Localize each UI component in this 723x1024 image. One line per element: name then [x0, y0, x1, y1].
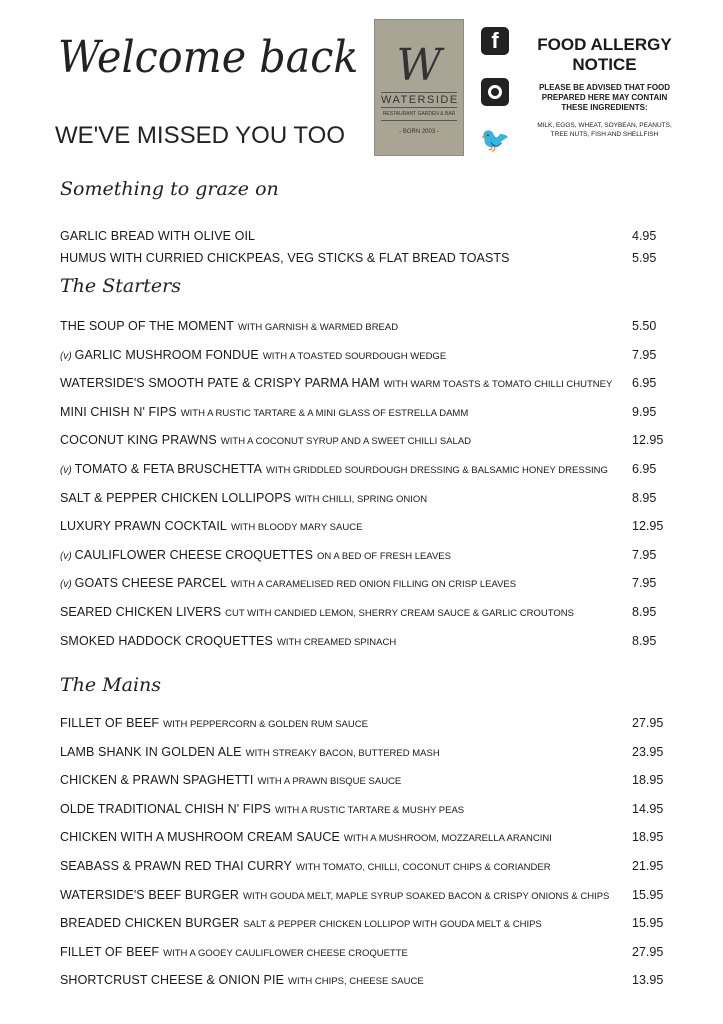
welcome-heading: Welcome back	[58, 32, 359, 83]
menu-item	[60, 490, 670, 519]
menu-item	[60, 801, 670, 830]
item-price: 23.95	[632, 744, 664, 759]
menu-item	[60, 944, 670, 973]
instagram-icon[interactable]	[481, 78, 509, 106]
item-name: GOATS CHEESE PARCEL	[74, 576, 227, 591]
item-description: CUT WITH CANDIED LEMON, SHERRY CREAM SAUCE & GARLIC CROUTONS	[225, 607, 574, 619]
item-price: 14.95	[632, 801, 664, 816]
item-price: 8.95	[632, 633, 657, 648]
item-name: FILLET OF BEEF	[60, 944, 160, 959]
item-name: LAMB SHANK IN GOLDEN ALE	[60, 744, 242, 759]
item-name: WATERSIDE'S SMOOTH PATE & CRISPY PARMA HAM	[60, 376, 380, 391]
item-name: BREADED CHICKEN BURGER	[60, 916, 240, 931]
item-text	[60, 858, 551, 876]
item-name: SEARED CHICKEN LIVERS	[60, 604, 222, 619]
graze-list	[60, 228, 670, 272]
logo-name: WATERSIDE	[381, 94, 459, 106]
item-description: WITH A COCONUT SYRUP AND A SWEET CHILLI SALAD	[220, 436, 472, 448]
item-name: SALT & PEPPER CHICKEN LOLLIPOPS	[60, 490, 292, 505]
item-name: CHICKEN WITH A MUSHROOM CREAM SAUCE	[60, 830, 340, 845]
item-description: WITH A TOASTED SOURDOUGH WEDGE	[262, 350, 447, 362]
item-price: 15.95	[632, 887, 664, 902]
item-name: SHORTCRUST CHEESE & ONION PIE	[60, 973, 285, 988]
item-text	[60, 404, 468, 422]
item-description: WITH A RUSTIC TARTARE & MUSHY PEAS	[274, 804, 465, 816]
item-name: CAULIFLOWER CHEESE CROQUETTES	[74, 547, 314, 562]
item-price: 27.95	[632, 944, 664, 959]
item-name: LUXURY PRAWN COCKTAIL	[60, 519, 227, 534]
item-text	[60, 801, 464, 819]
menu-item	[60, 228, 670, 250]
item-text	[60, 375, 612, 393]
item-price: 6.95	[632, 461, 657, 476]
menu-item	[60, 915, 670, 944]
item-text	[60, 972, 424, 990]
subheading: WE'VE MISSED YOU TOO	[55, 122, 345, 149]
item-name: GARLIC BREAD WITH OLIVE OIL	[60, 229, 256, 243]
menu-item	[60, 432, 670, 461]
item-text	[60, 518, 362, 536]
item-name: OLDE TRADITIONAL CHISH N' FIPS	[60, 801, 271, 816]
item-description: WITH A RUSTIC TARTARE & A MINI GLASS OF ESTRELLA DAMM	[180, 407, 469, 419]
item-price: 18.95	[632, 830, 664, 845]
item-price: 21.95	[632, 858, 664, 873]
item-text	[60, 944, 408, 962]
item-price: 27.95	[632, 716, 664, 730]
menu-item	[60, 604, 670, 633]
item-name: SMOKED HADDOCK CROQUETTES	[60, 633, 273, 648]
item-text	[60, 829, 552, 847]
item-description: WITH CHIPS, CHEESE SAUCE	[288, 976, 424, 988]
item-text	[60, 744, 440, 762]
item-text	[60, 250, 510, 266]
item-description: WITH BLOODY MARY SAUCE	[230, 522, 363, 534]
item-description: SALT & PEPPER CHICKEN LOLLIPOP WITH GOUDA MELT & CHIPS	[243, 919, 542, 931]
menu-item	[60, 375, 670, 404]
vegetarian-marker: (v)	[60, 350, 72, 362]
item-description: ON A BED OF FRESH LEAVES	[317, 550, 451, 562]
item-description: WITH A GOOEY CAULIFLOWER CHEESE CROQUETTE	[163, 947, 408, 959]
logo-letter: W	[396, 40, 442, 91]
item-text	[60, 887, 609, 905]
item-name: FILLET OF BEEF	[60, 716, 160, 730]
facebook-icon[interactable]: f	[481, 27, 509, 55]
item-description: WITH A MUSHROOM, MOZZARELLA ARANCINI	[343, 833, 552, 845]
item-price: 9.95	[632, 404, 657, 419]
item-name: GARLIC MUSHROOM FONDUE	[74, 347, 259, 362]
menu-item	[60, 250, 670, 272]
mains-list	[60, 715, 670, 1001]
item-text	[60, 715, 368, 733]
menu-item	[60, 744, 670, 773]
item-name: TOMATO & FETA BRUSCHETTA	[74, 461, 263, 476]
menu-item	[60, 858, 670, 887]
item-text	[60, 228, 255, 244]
item-text	[60, 633, 396, 651]
item-price: 7.95	[632, 347, 657, 362]
menu-item	[60, 575, 670, 604]
item-text	[60, 490, 427, 508]
item-price: 7.95	[632, 547, 657, 562]
item-text	[60, 604, 574, 622]
menu-item	[60, 829, 670, 858]
item-name: WATERSIDE'S BEEF BURGER	[60, 887, 240, 902]
item-description: WITH TOMATO, CHILLI, COCONUT CHIPS & CORIANDER	[296, 861, 551, 873]
menu-item	[60, 518, 670, 547]
item-price: 13.95	[632, 973, 664, 988]
section-heading-starters: The Starters	[60, 275, 181, 297]
menu-item	[60, 715, 670, 744]
item-text	[60, 575, 516, 593]
menu-item	[60, 347, 670, 376]
item-name: HUMUS WITH CURRIED CHICKPEAS, VEG STICKS & FLAT BREAD TOASTS	[60, 251, 510, 265]
item-description: WITH CHILLI, SPRING ONION	[295, 493, 428, 505]
item-description: WITH PEPPERCORN & GOLDEN RUM SAUCE	[163, 719, 368, 730]
menu-item	[60, 887, 670, 916]
logo-born: - BORN 2003 -	[399, 129, 439, 135]
item-description: WITH WARM TOASTS & TOMATO CHILLI CHUTNEY	[383, 379, 613, 391]
allergy-advice: PLEASE BE ADVISED THAT FOOD PREPARED HERE MAY CONTAIN THESE INGREDIENTS:	[538, 83, 671, 112]
item-price: 12.95	[632, 519, 664, 534]
vegetarian-marker: (v)	[60, 550, 72, 562]
menu-item	[60, 461, 670, 490]
twitter-icon[interactable]: 🐦	[480, 126, 510, 154]
item-text	[60, 318, 398, 336]
item-text	[60, 547, 451, 565]
item-price: 5.50	[632, 319, 657, 333]
section-heading-graze: Something to graze on	[60, 178, 279, 200]
menu-item	[60, 633, 670, 662]
item-price: 15.95	[632, 916, 664, 931]
allergy-ingredients: MILK, EGGS, WHEAT, SOYBEAN, PEANUTS, TREE NUTS, FISH AND SHELLFISH	[537, 122, 672, 138]
item-text	[60, 461, 608, 479]
logo-subtitle: RESTAURANT GARDEN & BAR	[381, 111, 457, 121]
vegetarian-marker: (v)	[60, 464, 72, 476]
restaurant-logo	[374, 19, 464, 156]
item-price: 12.95	[632, 433, 664, 448]
item-price: 7.95	[632, 576, 657, 591]
allergy-notice	[531, 27, 678, 155]
item-description: WITH CREAMED SPINACH	[276, 636, 397, 648]
item-price: 18.95	[632, 773, 664, 788]
section-heading-mains: The Mains	[60, 674, 162, 696]
menu-item	[60, 318, 670, 347]
item-description: WITH A CARAMELISED RED ONION FILLING ON CRISP LEAVES	[230, 579, 517, 591]
menu-item	[60, 404, 670, 433]
item-description: WITH GOUDA MELT, MAPLE SYRUP SOAKED BACON & CRISPY ONIONS & CHIPS	[243, 890, 610, 902]
item-name: SEABASS & PRAWN RED THAI CURRY	[60, 858, 292, 873]
item-name: CHICKEN & PRAWN SPAGHETTI	[60, 773, 254, 788]
item-name: COCONUT KING PRAWNS	[60, 433, 217, 448]
item-description: WITH GARNISH & WARMED BREAD	[237, 322, 399, 333]
allergy-title: FOOD ALLERGY NOTICE	[537, 35, 672, 74]
item-text	[60, 347, 446, 365]
menu-item	[60, 972, 670, 1001]
item-name: THE SOUP OF THE MOMENT	[60, 319, 234, 333]
item-description: WITH GRIDDLED SOURDOUGH DRESSING & BALSAMIC HONEY DRESSING	[266, 464, 608, 476]
item-text	[60, 915, 542, 933]
menu-item	[60, 547, 670, 576]
item-price: 4.95	[632, 229, 657, 243]
starters-list	[60, 318, 670, 661]
item-description: WITH A PRAWN BISQUE SAUCE	[257, 776, 402, 788]
item-name: MINI CHISH N' FIPS	[60, 404, 177, 419]
menu-item	[60, 772, 670, 801]
item-price: 5.95	[632, 251, 657, 265]
item-description: WITH STREAKY BACON, BUTTERED MASH	[245, 747, 440, 759]
item-text	[60, 432, 471, 450]
item-price: 8.95	[632, 490, 657, 505]
item-price: 6.95	[632, 376, 657, 391]
item-price: 8.95	[632, 604, 657, 619]
item-text	[60, 772, 401, 790]
vegetarian-marker: (v)	[60, 579, 72, 591]
